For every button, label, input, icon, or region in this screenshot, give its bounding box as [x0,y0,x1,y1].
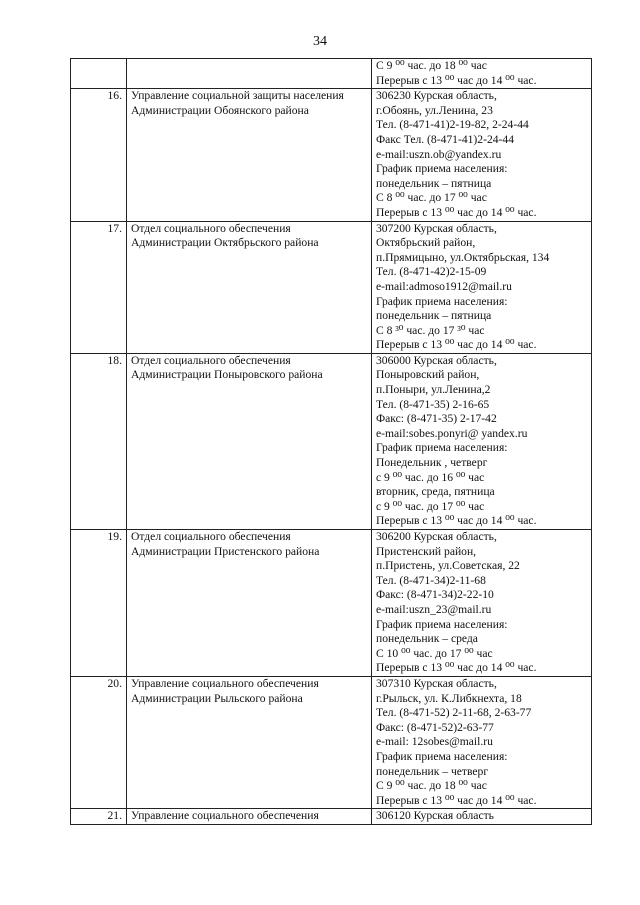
contact-line: 306120 Курская область [376,809,494,823]
contact-line: e-mail:uszn.ob@yandex.ru [376,147,502,161]
table-row [71,89,592,221]
contact-line: понедельник – среда [376,632,478,646]
contact-line: г.Обоянь, ул.Ленина, 23 [376,103,493,117]
contact-line: Перерыв с 13 ⁰⁰ час до 14 ⁰⁰ час. [376,338,537,352]
contact-line: Тел. (8-471-41)2-19-82, 2-24-44 [376,118,529,132]
institution-name: Управление социального обеспечения [127,809,372,825]
contact-line: e-mail:admoso1912@mail.ru [376,279,512,293]
contact-line: Перерыв с 13 ⁰⁰ час до 14 ⁰⁰ час. [376,205,537,219]
contact-line: График приема населения: [376,162,508,176]
row-number: 21. [71,809,127,825]
institutions-table [70,58,592,825]
table-row [71,353,592,529]
contact-line: понедельник – четверг [376,764,489,778]
contact-line: С 8 ⁰⁰ час. до 17 ⁰⁰ час [376,191,487,205]
row-number: 18. [71,353,127,529]
contact-line: e-mail:uszn_23@mail.ru [376,602,492,616]
contact-line: 306000 Курская область, [376,353,497,367]
row-number: 19. [71,530,127,677]
contact-line: 306230 Курская область, [376,89,497,103]
table-row [71,676,592,808]
contact-line: Перерыв с 13 ⁰⁰ час до 14 ⁰⁰ час. [376,514,537,528]
contact-line: Перерыв с 13 ⁰⁰ час до 14 ⁰⁰ час. [376,73,537,87]
contact-line: п.Прямицыно, ул.Октябрьская, 134 [376,250,550,264]
contact-info [372,809,592,825]
contact-line: Октябрьский район, [376,236,476,250]
table-row [71,809,592,825]
contact-line: С 9 ⁰⁰ час. до 18 ⁰⁰ час [376,779,487,793]
contact-line: Понедельник , четверг [376,456,488,470]
contact-line: Тел. (8-471-52) 2-11-68, 2-63-77 [376,706,532,720]
contact-line: e-mail:sobes.ponyri@ yandex.ru [376,426,528,440]
contact-line: 307200 Курская область, [376,221,497,235]
institution-name: Отдел социального обеспечения Администрации Октябрьского района [127,221,372,353]
table-row [71,530,592,677]
contact-line: С 10 ⁰⁰ час. до 17 ⁰⁰ час [376,646,493,660]
institution-name: Отдел социального обеспечения Администрации Пристенского района [127,530,372,677]
contact-info [372,353,592,529]
row-number: 17. [71,221,127,353]
contact-line: 307310 Курская область, [376,676,497,690]
contact-line: г.Рыльск, ул. К.Либкнехта, 18 [376,691,522,705]
contact-line: Перерыв с 13 ⁰⁰ час до 14 ⁰⁰ час. [376,793,537,807]
table-row [71,221,592,353]
contact-info [372,89,592,221]
institution-name [127,59,372,89]
contact-line: График приема населения: [376,749,508,763]
contact-line: Факс: (8-471-34)2-22-10 [376,588,494,602]
contact-line: Тел. (8-471-34)2-11-68 [376,573,486,587]
contact-line: График приема населения: [376,441,508,455]
contact-line: С 8 ³⁰ час. до 17 ³⁰ час [376,323,485,337]
contact-line: Поныровский район, [376,368,480,382]
row-number: 16. [71,89,127,221]
contact-line: Факс: (8-471-35) 2-17-42 [376,412,497,426]
row-number: 20. [71,676,127,808]
contact-line: с 9 ⁰⁰ час. до 17 ⁰⁰ час [376,499,485,513]
contact-line: Факс Тел. (8-471-41)2-24-44 [376,132,514,146]
contact-line: Тел. (8-471-42)2-15-09 [376,265,487,279]
institution-name: Управление социальной защиты населения Администрации Обоянского района [127,89,372,221]
contact-info [372,676,592,808]
contact-line: понедельник – пятница [376,176,492,190]
contact-line: понедельник – пятница [376,309,492,323]
contact-info [372,221,592,353]
contact-line: Перерыв с 13 ⁰⁰ час до 14 ⁰⁰ час. [376,661,537,675]
row-number [71,59,127,89]
contact-line: вторник, среда, пятница [376,485,495,499]
contact-line: с 9 ⁰⁰ час. до 16 ⁰⁰ час [376,470,485,484]
contact-info [372,59,592,89]
institution-name: Отдел социального обеспечения Администрации Поныровского района [127,353,372,529]
contact-line: e-mail: 12sobes@mail.ru [376,735,493,749]
table-row [71,59,592,89]
contact-line: п.Поныри, ул.Ленина,2 [376,383,491,397]
page-number: 34 [313,34,327,49]
contact-line: Пристенский район, [376,544,477,558]
contact-line: Факс: (8-471-52)2-63-77 [376,720,494,734]
contact-line: График приема населения: [376,294,508,308]
contact-line: График приема населения: [376,617,508,631]
contact-line: п.Пристень, ул.Советская, 22 [376,559,520,573]
contact-info [372,530,592,677]
contact-line: С 9 ⁰⁰ час. до 18 ⁰⁰ час [376,59,487,72]
contact-line: Тел. (8-471-35) 2-16-65 [376,397,490,411]
contact-line: 306200 Курская область, [376,530,497,543]
institution-name: Управление социального обеспечения Администрации Рыльского района [127,676,372,808]
